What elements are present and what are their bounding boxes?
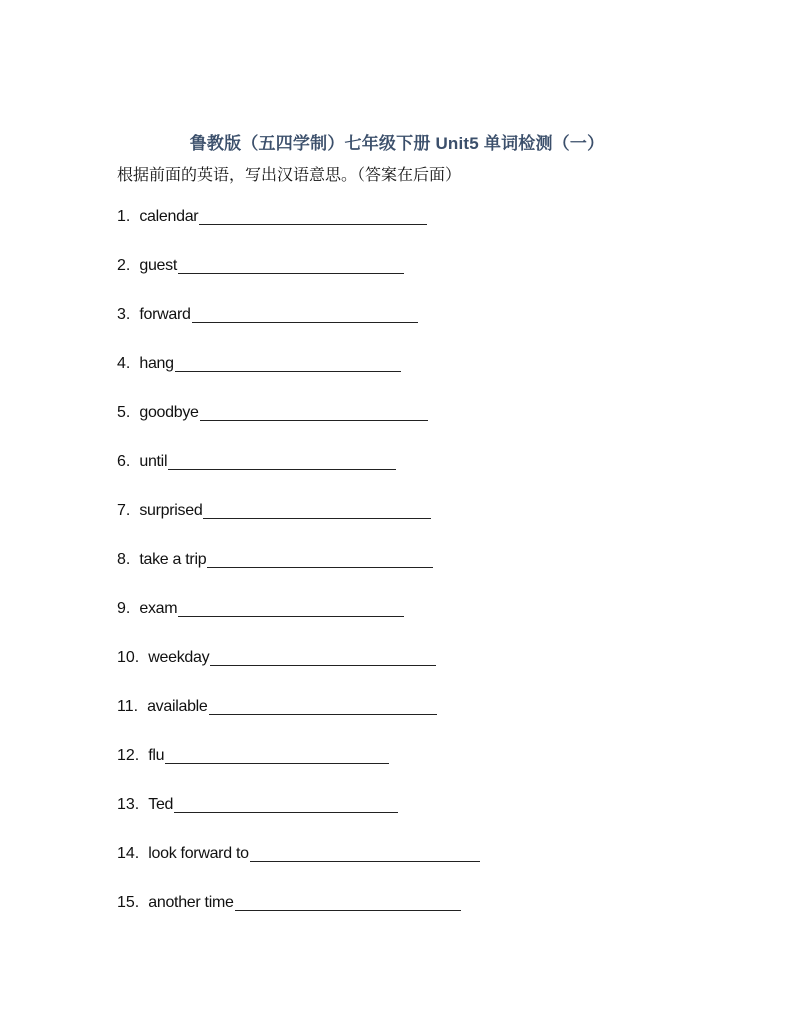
- item-word: look forward to: [148, 845, 249, 862]
- item-word: forward: [139, 306, 191, 323]
- answer-blank[interactable]: [199, 206, 427, 225]
- item-number: 7.: [117, 502, 131, 519]
- item-number: 10.: [117, 649, 140, 666]
- item-word: Ted: [148, 796, 174, 813]
- instruction-text: 根据前面的英语，写出汉语意思。（答案在后面）: [117, 167, 462, 184]
- answer-blank[interactable]: [207, 549, 433, 568]
- answer-blank[interactable]: [209, 696, 437, 715]
- item-word: take a trip: [139, 551, 207, 568]
- item-number: 9.: [117, 600, 131, 617]
- vocab-item: [117, 500, 480, 549]
- vocab-item: [117, 549, 480, 598]
- item-word: calendar: [139, 208, 199, 225]
- worksheet-title: 鲁教版（五四学制）七年级下册 Unit5 单词检测（一）: [189, 134, 605, 153]
- vocab-item: [117, 598, 480, 647]
- item-number: 15.: [117, 894, 140, 911]
- answer-blank[interactable]: [178, 598, 404, 617]
- item-number: 13.: [117, 796, 140, 813]
- vocab-item: [117, 843, 480, 892]
- item-word: exam: [139, 600, 178, 617]
- answer-blank[interactable]: [174, 794, 398, 813]
- item-number: 11.: [117, 698, 139, 715]
- item-number: 4.: [117, 355, 131, 372]
- item-number: 3.: [117, 306, 131, 323]
- item-word: goodbye: [139, 404, 199, 421]
- vocab-item: [117, 206, 480, 255]
- item-number: 2.: [117, 257, 131, 274]
- vocab-item: [117, 794, 480, 843]
- vocab-item: [117, 353, 480, 402]
- item-number: 8.: [117, 551, 131, 568]
- vocabulary-list: [117, 206, 480, 941]
- answer-blank[interactable]: [200, 402, 428, 421]
- answer-blank[interactable]: [203, 500, 431, 519]
- answer-blank[interactable]: [250, 843, 480, 862]
- vocab-item: [117, 745, 480, 794]
- answer-blank[interactable]: [235, 892, 461, 911]
- item-number: 5.: [117, 404, 131, 421]
- answer-blank[interactable]: [165, 745, 389, 764]
- item-word: until: [139, 453, 168, 470]
- answer-blank[interactable]: [175, 353, 401, 372]
- vocab-item: [117, 696, 480, 745]
- vocab-item: [117, 647, 480, 696]
- item-word: flu: [148, 747, 165, 764]
- vocab-item: [117, 892, 480, 941]
- vocab-item: [117, 451, 480, 500]
- vocab-item: [117, 255, 480, 304]
- answer-blank[interactable]: [178, 255, 404, 274]
- vocab-item: [117, 402, 480, 451]
- item-word: guest: [139, 257, 177, 274]
- answer-blank[interactable]: [192, 304, 418, 323]
- item-number: 12.: [117, 747, 140, 764]
- answer-blank[interactable]: [210, 647, 436, 666]
- item-number: 6.: [117, 453, 131, 470]
- item-word: weekday: [148, 649, 210, 666]
- item-word: hang: [139, 355, 174, 372]
- answer-blank[interactable]: [168, 451, 396, 470]
- vocab-item: [117, 304, 480, 353]
- item-number: 1.: [117, 208, 131, 225]
- item-word: available: [147, 698, 208, 715]
- item-word: another time: [148, 894, 234, 911]
- item-word: surprised: [139, 502, 203, 519]
- item-number: 14.: [117, 845, 140, 862]
